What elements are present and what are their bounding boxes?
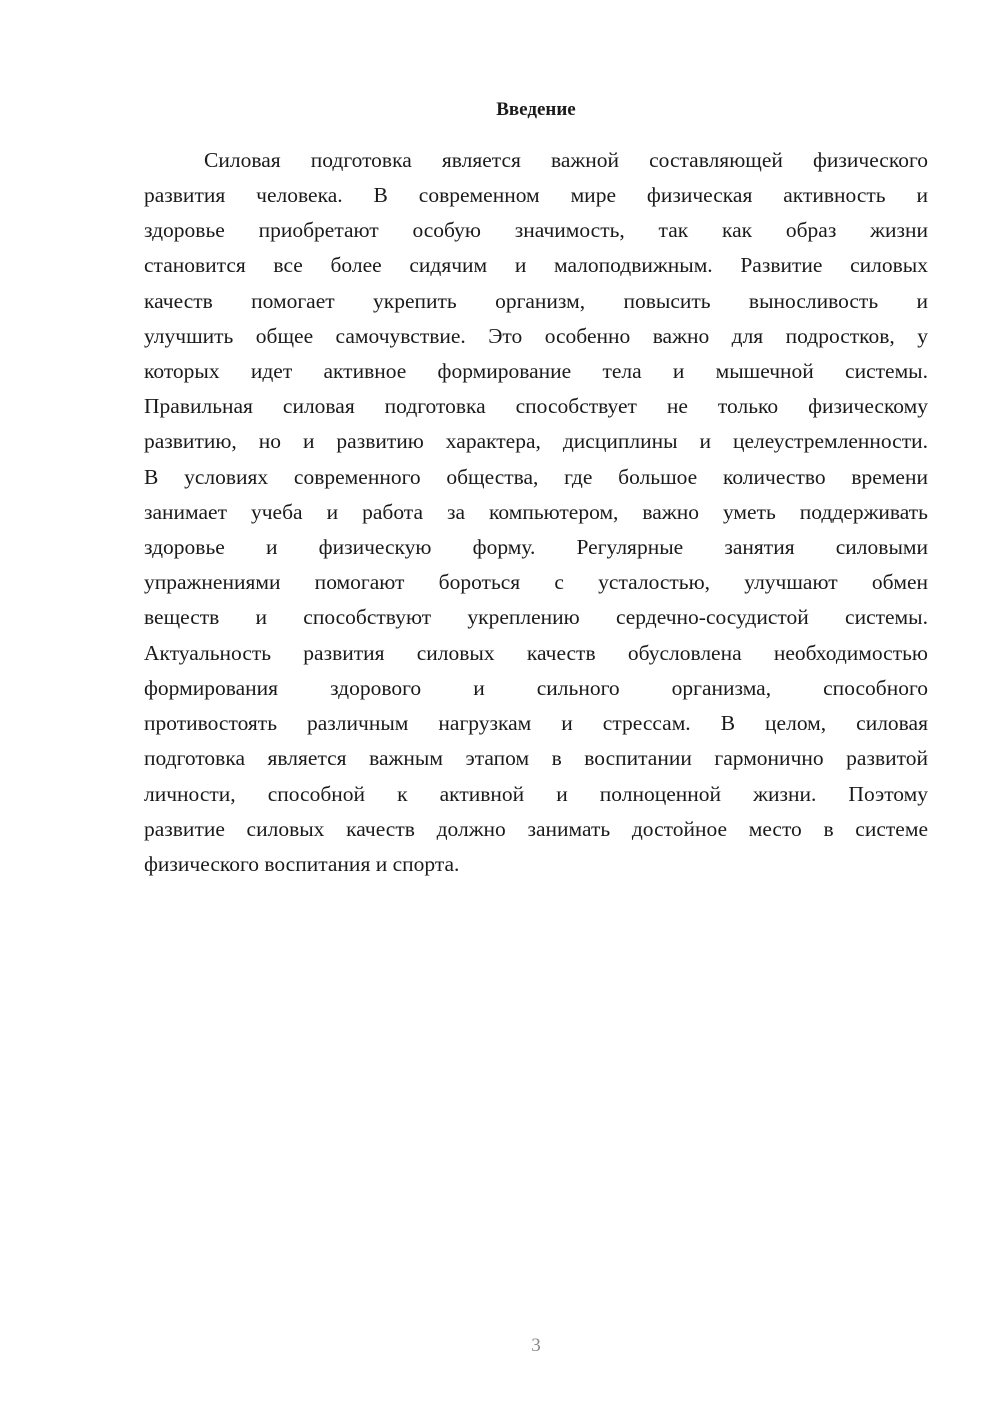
paragraph-line: здоровье приобретают особую значимость, так как образ жизни <box>144 218 928 242</box>
paragraph-line: упражнениями помогают бороться с усталостью, улучшают обмен <box>144 570 928 594</box>
paragraph-line: становится все более сидячим и малоподвижным. Развитие силовых <box>144 253 928 277</box>
paragraph-line: здоровье и физическую форму. Регулярные занятия силовыми <box>144 535 928 559</box>
paragraph-line: развитию, но и развитию характера, дисциплины и целеустремленности. <box>144 429 928 453</box>
page-number: 3 <box>531 1335 541 1356</box>
paragraph-line: физического воспитания и спорта. <box>144 852 460 876</box>
paragraph-line: противостоять различным нагрузкам и стрессам. В целом, силовая <box>144 711 928 735</box>
paragraph-line: развитие силовых качеств должно занимать достойное место в системе <box>144 817 928 841</box>
paragraph-line: Правильная силовая подготовка способствует не только физическому <box>144 394 928 418</box>
paragraph-line: развития человека. В современном мире физическая активность и <box>144 183 928 207</box>
paragraph-line: формирования здорового и сильного организма, способного <box>144 676 928 700</box>
paragraph-line: личности, способной к активной и полноценной жизни. Поэтому <box>144 782 928 806</box>
paragraph-line: качеств помогает укрепить организм, повысить выносливость и <box>144 289 928 313</box>
paragraph-line: занимает учеба и работа за компьютером, важно уметь поддерживать <box>144 500 928 524</box>
paragraph-line: подготовка является важным этапом в воспитании гармонично развитой <box>144 746 928 770</box>
paragraph-line: веществ и способствуют укреплению сердечно-сосудистой системы. <box>144 605 928 629</box>
paragraph-line: улучшить общее самочувствие. Это особенно важно для подростков, у <box>144 324 928 348</box>
paragraph-line: Актуальность развития силовых качеств обусловлена необходимостью <box>144 641 928 665</box>
paragraph-line: Силовая подготовка является важной составляющей физического <box>204 148 928 172</box>
section-heading: Введение <box>496 99 576 120</box>
paragraph-line: которых идет активное формирование тела и мышечной системы. <box>144 359 928 383</box>
paragraph-line: В условиях современного общества, где большое количество времени <box>144 465 928 489</box>
